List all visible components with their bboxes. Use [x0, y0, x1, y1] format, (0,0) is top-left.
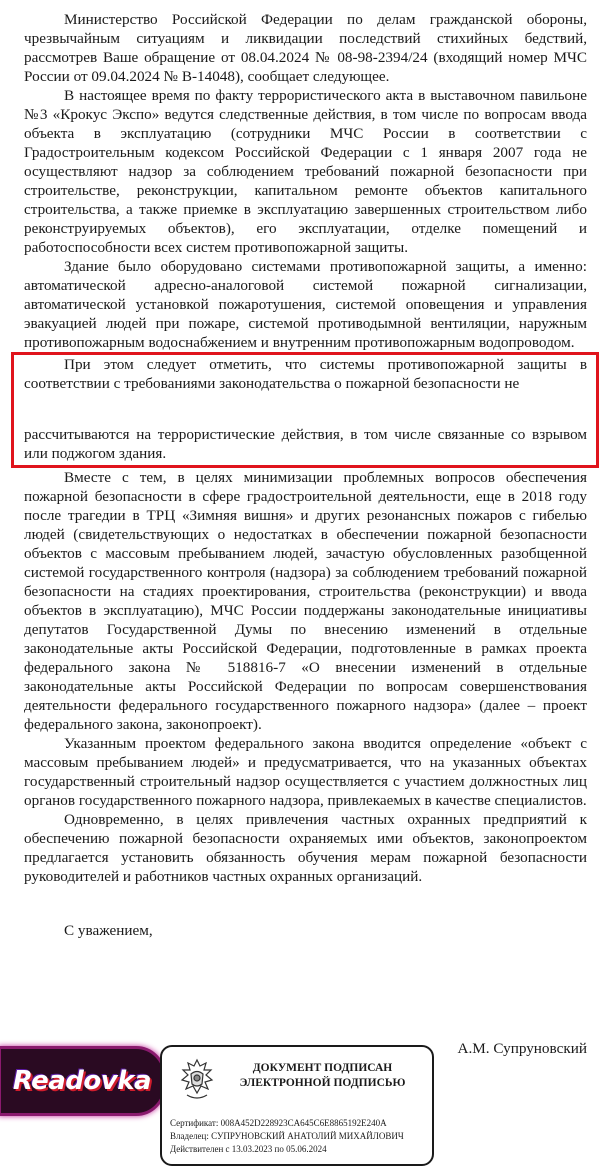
stamp-title [220, 1061, 425, 1091]
paragraph-2: В настоящее время по факту террористического акта в выставочном павильоне №3 «Крокус Экспо» ведутся следственные действия, в том числе по вопросам ввода объекта в эксплуатацию (сотрудники МЧС России в соответствии с Градостроительным кодексом Российской Федерации с 1 января 2007 года не осуществляют надзор за соблюдением требований пожарной безопасности при строительстве, реконструкции, капитальном ремонте объектов капитального строительства, а также приемке в эксплуатацию завершенных строительством либо реконструируемых объектов), его эксплуатации, отделке помещений и работоспособности всех систем противопожарной защиты. [24, 87, 587, 256]
stamp-certificate: Сертификат: 008A452D228923CA645C6E8865192E240A [170, 1118, 387, 1128]
electronic-signature-stamp [160, 1045, 434, 1166]
readovka-logo-watermark [0, 1046, 166, 1116]
signer-name: А.М. Супруновский [457, 1040, 587, 1057]
letter-body [24, 10, 587, 940]
highlighted-gap [24, 393, 587, 425]
stamp-title-line1: ДОКУМЕНТ ПОДПИСАН [252, 1062, 393, 1074]
paragraph-1: Министерство Российской Федерации по делам гражданской обороны, чрезвычайным ситуациям и ликвидации последствий стихийных бедствий, рассмотрев Ваше обращение от 08.04.2024 № 08-98-2394/24 (входящий номер МЧС России от 09.04.2024 № В-14048), сообщает следующее. [24, 11, 587, 85]
stamp-owner: Владелец: СУПРУНОВСКИЙ АНАТОЛИЙ МИХАЙЛОВИЧ [170, 1131, 404, 1141]
paragraph-6: Одновременно, в целях привлечения частных охранных предприятий к обеспечению пожарной безопасности охраняемых ими объектов, законопроектом предлагается установить обязанность обучения мерам пожарной безопасности руководителей и работников частных охранных организаций. [24, 811, 587, 885]
highlighted-text-part2: рассчитываются на террористические действия, в том числе связанные со взрывом или поджогом здания. [24, 426, 587, 462]
paragraph-5: Указанным проектом федерального закона вводится определение «объект с массовым пребыванием людей» и предусматривается, что на указанных объектах государственный строительный надзор осуществляется с участием должностных лиц органов государственного пожарного надзора, привлекаемых в качестве специалистов. [24, 735, 587, 809]
paragraph-3: Здание было оборудовано системами противопожарной защиты, а именно: автоматической адресно-аналоговой системой пожарной сигнализации, автоматической установкой пожаротушения, системой оповещения и управления эвакуацией людей при пожаре, системой противодымной вентиляции, наружным противопожарным водоснабжением и внутренним противопожарным водопроводом. [24, 258, 587, 351]
closing-regards: С уважением, [64, 922, 153, 939]
stamp-title-line2: ЭЛЕКТРОННОЙ ПОДПИСЬЮ [239, 1077, 406, 1089]
logo-text: Readovka [12, 1066, 152, 1096]
emchs-emblem-icon [176, 1057, 218, 1103]
highlighted-text-part1: При этом следует отметить, что системы противопожарной защиты в соответствии с требованиями законодательства о пожарной безопасности не [24, 356, 587, 392]
stamp-details [170, 1117, 428, 1156]
highlighted-passage [11, 352, 599, 468]
stamp-valid: Действителен с 13.03.2023 по 05.06.2024 [170, 1144, 327, 1154]
paragraph-4: Вместе с тем, в целях минимизации проблемных вопросов обеспечения пожарной безопасности в сфере градостроительной деятельности, еще в 2018 году после трагедии в ТРЦ «Зимняя вишня» и других резонансных пожаров с гибелью людей (свидетельствующих о недостатках в обеспечении пожарной безопасности объектов с массовым пребыванием людей, зачастую обусловленных разобщенной системой государственного контроля (надзора) за соблюдением требований пожарной безопасности на стадиях проектирования, строительства (реконструкции) и ввода объектов в эксплуатацию), МЧС России поддержаны законодательные инициативы депутатов Государственной Думы по внесению изменений в отдельные законодательные акты Российской Федерации, подготовленные в рамках проекта федерального закона № 518816-7 «О внесении изменений в отдельные законодательные акты Российской Федерации по вопросам совершенствования деятельности федерального государственного пожарного надзора» (далее – проект федерального закона, законопроект). [24, 469, 587, 733]
